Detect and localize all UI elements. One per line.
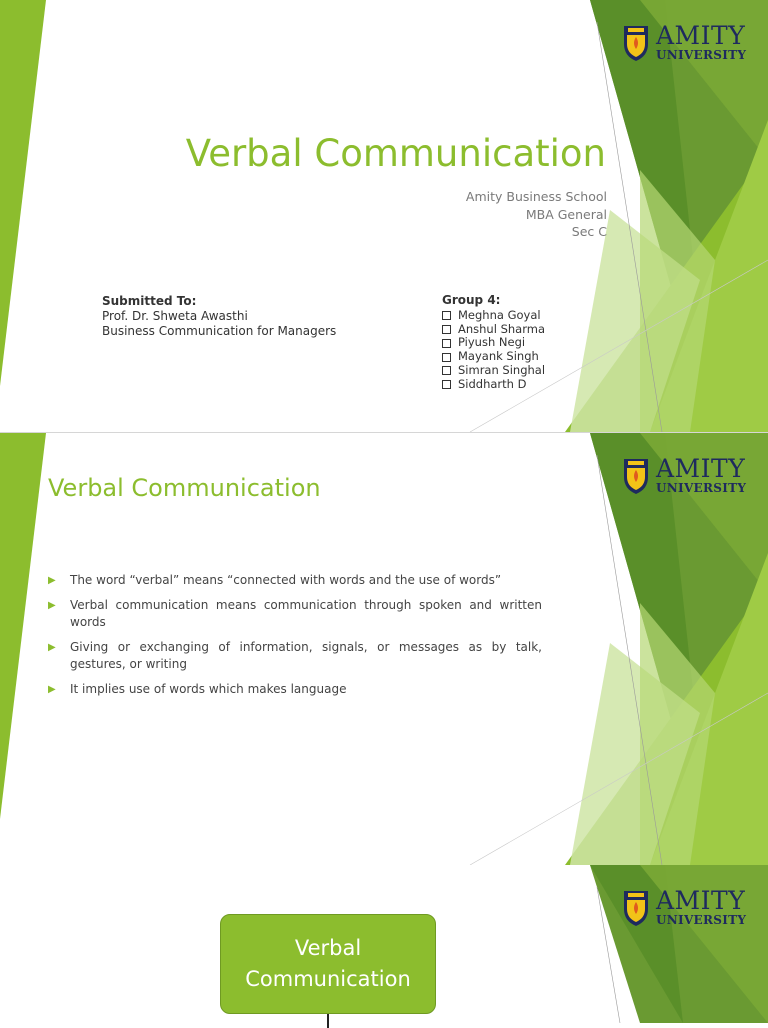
triangle-right-icon: ▶	[48, 684, 56, 695]
checkbox-icon	[442, 353, 451, 362]
subtitle-line: Amity Business School	[465, 189, 607, 204]
checkbox-icon	[442, 325, 451, 334]
slide-2-title: Verbal Communication	[48, 474, 321, 502]
slide-1-title: Verbal Communication	[185, 132, 606, 175]
verbal-communication-box	[220, 914, 436, 1014]
green-decoration	[0, 0, 768, 432]
group-block	[442, 294, 545, 392]
list-item	[442, 336, 545, 350]
slide-1-subtitle	[466, 188, 607, 241]
list-item	[442, 323, 545, 337]
checkbox-icon	[442, 366, 451, 375]
amity-logo	[622, 22, 746, 62]
bullet-text: Giving or exchanging of information, signals, or messages as by talk, gestures, or writing	[70, 640, 542, 671]
amity-shield-icon	[622, 22, 650, 62]
bullet-text: The word “verbal” means “connected with words and the use of words”	[70, 573, 502, 587]
member-name: Simran Singhal	[458, 362, 546, 377]
member-name: Mayank Singh	[458, 349, 539, 364]
subtitle-line: Sec C	[571, 224, 607, 239]
list-item	[48, 597, 542, 631]
triangle-right-icon: ▶	[48, 642, 56, 653]
list-item	[442, 364, 545, 378]
list-item	[48, 681, 542, 698]
list-item	[48, 572, 542, 589]
amity-logo	[622, 455, 746, 495]
logo-brand: AMITY	[656, 885, 746, 915]
logo-subtitle: UNIVERSITY	[656, 480, 747, 495]
list-item	[48, 639, 542, 673]
logo-subtitle: UNIVERSITY	[656, 47, 747, 62]
slide-1	[0, 0, 768, 432]
submitted-to-block	[102, 294, 336, 339]
list-item	[442, 378, 545, 392]
box-label: Verbal Communication	[245, 936, 411, 991]
list-item	[442, 350, 545, 364]
submitted-to-line: Prof. Dr. Shweta Awasthi	[102, 309, 248, 323]
logo-brand: AMITY	[656, 453, 746, 483]
bullet-text: Verbal communication means communication through spoken and written words	[70, 598, 542, 629]
submitted-to-heading: Submitted To:	[102, 294, 197, 308]
member-name: Meghna Goyal	[458, 307, 541, 322]
submitted-to-line: Business Communication for Managers	[102, 324, 337, 338]
amity-shield-icon	[622, 887, 650, 927]
group-member-list	[442, 309, 545, 392]
amity-shield-icon	[622, 455, 650, 495]
list-item	[442, 309, 545, 323]
connector-line	[327, 1014, 329, 1028]
checkbox-icon	[442, 339, 451, 348]
logo-brand: AMITY	[656, 20, 746, 50]
logo-subtitle: UNIVERSITY	[656, 912, 747, 927]
group-heading: Group 4:	[442, 293, 501, 307]
slide-2-bullets	[48, 572, 542, 706]
member-name: Anshul Sharma	[458, 321, 545, 336]
checkbox-icon	[442, 311, 451, 320]
triangle-right-icon: ▶	[48, 575, 56, 586]
bullet-text: It implies use of words which makes language	[70, 682, 347, 696]
member-name: Piyush Negi	[458, 335, 526, 350]
triangle-right-icon: ▶	[48, 600, 56, 611]
subtitle-line: MBA General	[525, 206, 607, 222]
member-name: Siddharth D	[458, 376, 527, 391]
checkbox-icon	[442, 380, 451, 389]
amity-logo	[622, 887, 746, 927]
